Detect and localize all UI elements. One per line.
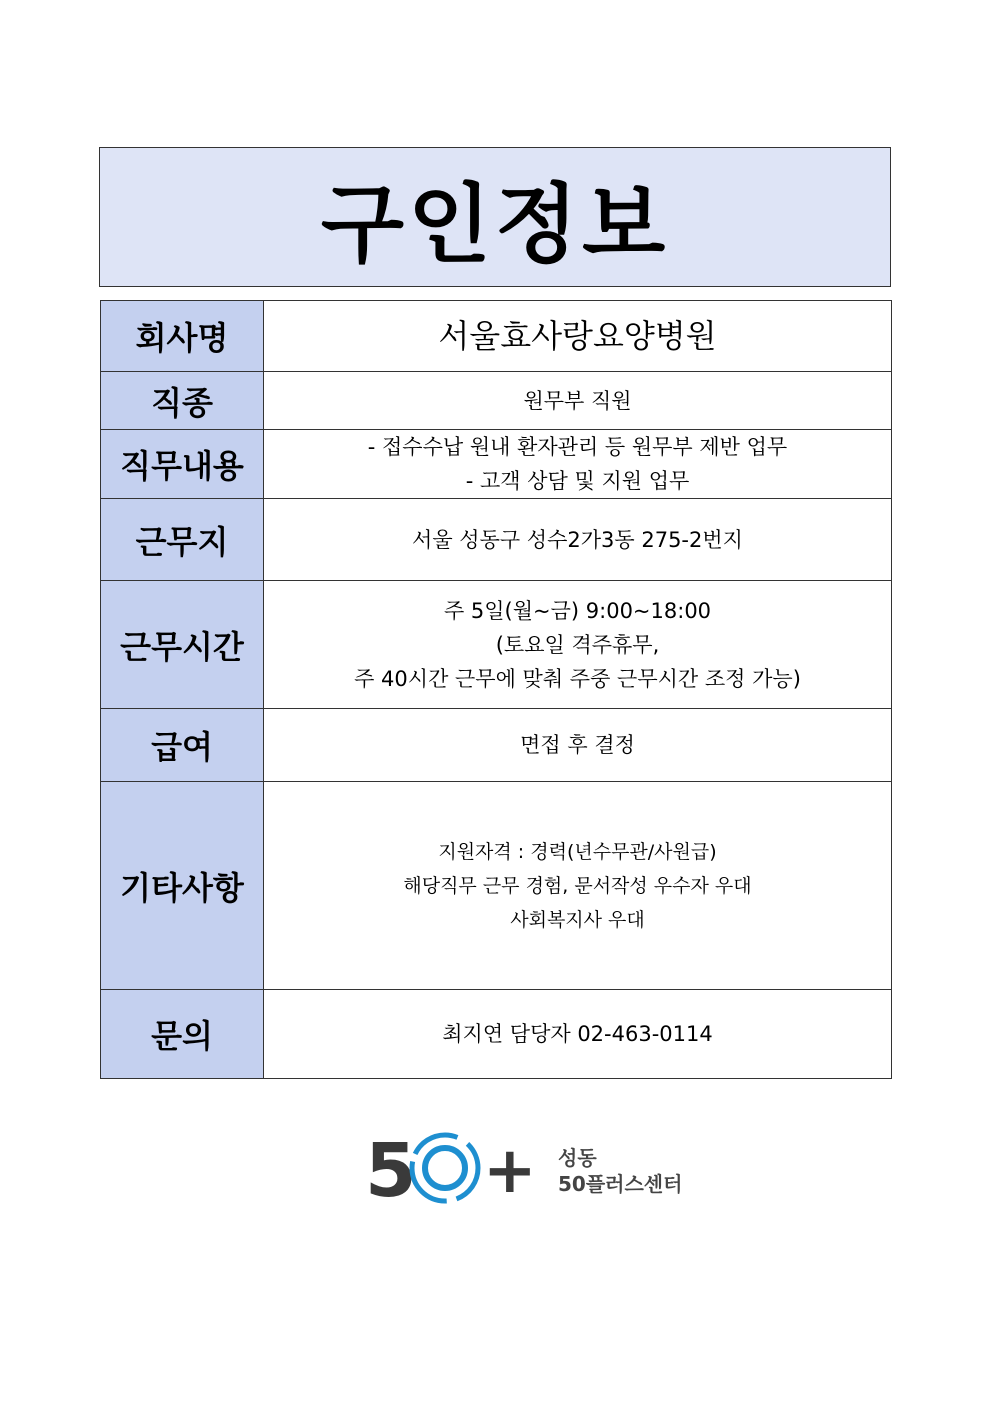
salary-value: 면접 후 결정 (264, 709, 892, 782)
hours-line: 주 40시간 근무에 맞춰 주중 근무시간 조정 가능) (354, 666, 801, 691)
hours-line: (토요일 격주휴무, (495, 632, 660, 657)
logo-text (558, 1145, 682, 1197)
duties-line: - 고객 상담 및 지원 업무 (465, 469, 690, 493)
table-row (101, 372, 892, 430)
contact-value: 최지연 담당자 02-463-0114 (264, 990, 892, 1079)
page-title: 구인정보 (320, 175, 670, 275)
table-row (101, 499, 892, 581)
duties-line: - 접수수납 원내 환자관리 등 원무부 제반 업무 (367, 435, 788, 459)
job-type-label: 직종 (101, 372, 264, 430)
logo-plus-glyph: + (483, 1134, 537, 1205)
other-line: 해당직무 근무 경험, 문서작성 우수자 우대 (403, 874, 752, 897)
other-line: 사회복지사 우대 (510, 908, 645, 931)
other-label: 기타사항 (101, 782, 264, 990)
company-value: 서울효사랑요양병원 (264, 301, 892, 372)
table-row (101, 430, 892, 499)
logo-five-glyph: 5 (365, 1130, 417, 1205)
other-line: 지원자격 : 경력(년수무관/사원급) (438, 840, 717, 863)
logo-ring-icon (412, 1135, 478, 1201)
hours-value (264, 581, 892, 709)
table-row (101, 581, 892, 709)
job-info-table (100, 300, 892, 1079)
location-value: 서울 성동구 성수2가3동 275-2번지 (264, 499, 892, 581)
company-label: 회사명 (101, 301, 264, 372)
salary-label: 급여 (101, 709, 264, 782)
table-row (101, 990, 892, 1079)
location-label: 근무지 (101, 499, 264, 581)
hours-line: 주 5일(월~금) 9:00~18:00 (443, 598, 712, 623)
duties-label: 직무내용 (101, 430, 264, 499)
logo-text-line1: 성동 (558, 1146, 597, 1170)
logo-text-line2: 50플러스센터 (558, 1172, 683, 1196)
table-row (101, 709, 892, 782)
duties-value (264, 430, 892, 499)
other-value (264, 782, 892, 990)
title-banner (99, 147, 891, 287)
contact-label: 문의 (101, 990, 264, 1079)
job-type-value: 원무부 직원 (264, 372, 892, 430)
table-row (101, 782, 892, 990)
table-row (101, 301, 892, 372)
hours-label: 근무시간 (101, 581, 264, 709)
